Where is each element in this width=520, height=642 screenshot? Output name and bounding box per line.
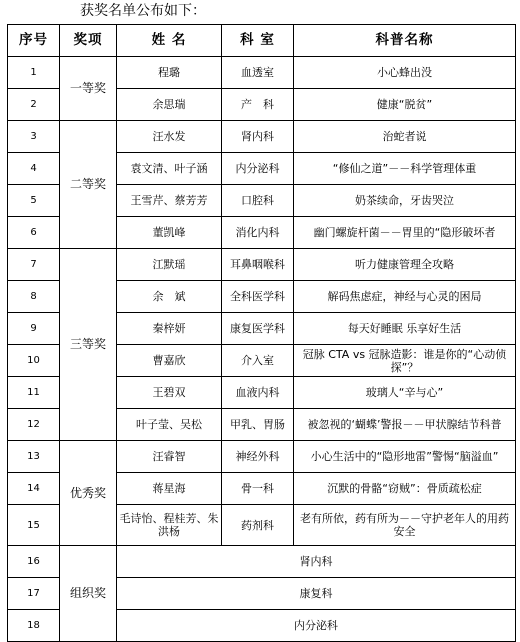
row-dept: 血透室 <box>222 57 294 89</box>
row-name: 江默瑶 <box>117 249 222 281</box>
row-name: 毛诗怡、程桂芳、朱洪杨 <box>117 505 222 546</box>
row-dept: 神经外科 <box>222 441 294 473</box>
row-topic: 每天好睡眠 乐享好生活 <box>294 313 516 345</box>
row-name: 袁文清、叶子涵 <box>117 153 222 185</box>
row-name: 余思瑞 <box>117 89 222 121</box>
row-dept: 血液内科 <box>222 377 294 409</box>
row-dept: 骨一科 <box>222 473 294 505</box>
header-award: 奖项 <box>60 25 117 57</box>
row-seq: 9 <box>8 313 60 345</box>
org-row-dept: 康复科 <box>117 578 516 610</box>
row-name: 董凯峰 <box>117 217 222 249</box>
table-row <box>8 249 516 281</box>
row-seq: 7 <box>8 249 60 281</box>
row-dept: 耳鼻咽喉科 <box>222 249 294 281</box>
row-name: 秦梓妍 <box>117 313 222 345</box>
row-topic: 沉默的骨骼“窃贼”：骨质疏松症 <box>294 473 516 505</box>
row-topic: “修仙之道”－－科学管理体重 <box>294 153 516 185</box>
table-row <box>8 57 516 89</box>
row-topic: 小心生活中的“隐形地雷”警惕“脑溢血” <box>294 441 516 473</box>
row-name: 汪水发 <box>117 121 222 153</box>
row-topic: 奶茶续命，牙齿哭泣 <box>294 185 516 217</box>
table-row <box>8 546 516 578</box>
row-seq: 13 <box>8 441 60 473</box>
org-row-dept: 肾内科 <box>117 546 516 578</box>
row-dept: 甲乳、胃肠 <box>222 409 294 441</box>
org-row-dept: 内分泌科 <box>117 610 516 642</box>
row-seq: 14 <box>8 473 60 505</box>
award-list-table <box>7 24 516 642</box>
row-seq: 8 <box>8 281 60 313</box>
row-seq: 4 <box>8 153 60 185</box>
row-seq: 5 <box>8 185 60 217</box>
row-seq: 15 <box>8 505 60 546</box>
header-seq: 序号 <box>8 25 60 57</box>
award-first: 一等奖 <box>60 57 117 121</box>
table-header-row <box>8 25 516 57</box>
row-name: 王碧双 <box>117 377 222 409</box>
header-name: 姓 名 <box>117 25 222 57</box>
row-name: 余 斌 <box>117 281 222 313</box>
row-seq: 10 <box>8 345 60 377</box>
row-name: 曹嘉欣 <box>117 345 222 377</box>
row-topic: 小心蜂出没 <box>294 57 516 89</box>
row-dept: 产 科 <box>222 89 294 121</box>
row-topic: 听力健康管理全攻略 <box>294 249 516 281</box>
row-name: 蒋星海 <box>117 473 222 505</box>
row-seq: 1 <box>8 57 60 89</box>
table-row <box>8 441 516 473</box>
org-row-seq: 16 <box>8 546 60 578</box>
row-topic: 被忽视的‘蝴蝶’警报－－甲状腺结节科普 <box>294 409 516 441</box>
header-topic: 科普名称 <box>294 25 516 57</box>
award-second: 二等奖 <box>60 121 117 249</box>
award-third: 三等奖 <box>60 249 117 441</box>
header-dept: 科 室 <box>222 25 294 57</box>
org-row-seq: 17 <box>8 578 60 610</box>
row-name: 程璐 <box>117 57 222 89</box>
row-seq: 3 <box>8 121 60 153</box>
row-seq: 12 <box>8 409 60 441</box>
row-name: 叶子莹、吴松 <box>117 409 222 441</box>
row-dept: 介入室 <box>222 345 294 377</box>
row-seq: 6 <box>8 217 60 249</box>
row-topic: 治蛇者说 <box>294 121 516 153</box>
row-topic: 老有所依，药有所为－－守护老年人的用药安全 <box>294 505 516 546</box>
award-excellent: 优秀奖 <box>60 441 117 546</box>
row-dept: 康复医学科 <box>222 313 294 345</box>
row-seq: 2 <box>8 89 60 121</box>
award-organization: 组织奖 <box>60 546 117 642</box>
row-name: 汪睿智 <box>117 441 222 473</box>
row-dept: 口腔科 <box>222 185 294 217</box>
row-topic: 玻璃人“辛与心” <box>294 377 516 409</box>
table-row <box>8 121 516 153</box>
row-name: 王雪芹、蔡芳芳 <box>117 185 222 217</box>
row-topic: 健康“脱贫” <box>294 89 516 121</box>
row-dept: 内分泌科 <box>222 153 294 185</box>
row-dept: 药剂科 <box>222 505 294 546</box>
row-seq: 11 <box>8 377 60 409</box>
row-dept: 全科医学科 <box>222 281 294 313</box>
intro-text: 获奖名单公布如下： <box>80 3 206 19</box>
row-topic: 幽门螺旋杆菌－－胃里的“隐形破坏者 <box>294 217 516 249</box>
row-dept: 消化内科 <box>222 217 294 249</box>
row-topic: 解码焦虑症，神经与心灵的困局 <box>294 281 516 313</box>
row-dept: 肾内科 <box>222 121 294 153</box>
org-row-seq: 18 <box>8 610 60 642</box>
row-topic: 冠脉 CTA vs 冠脉造影：谁是你的“心动侦探”？ <box>294 345 516 377</box>
